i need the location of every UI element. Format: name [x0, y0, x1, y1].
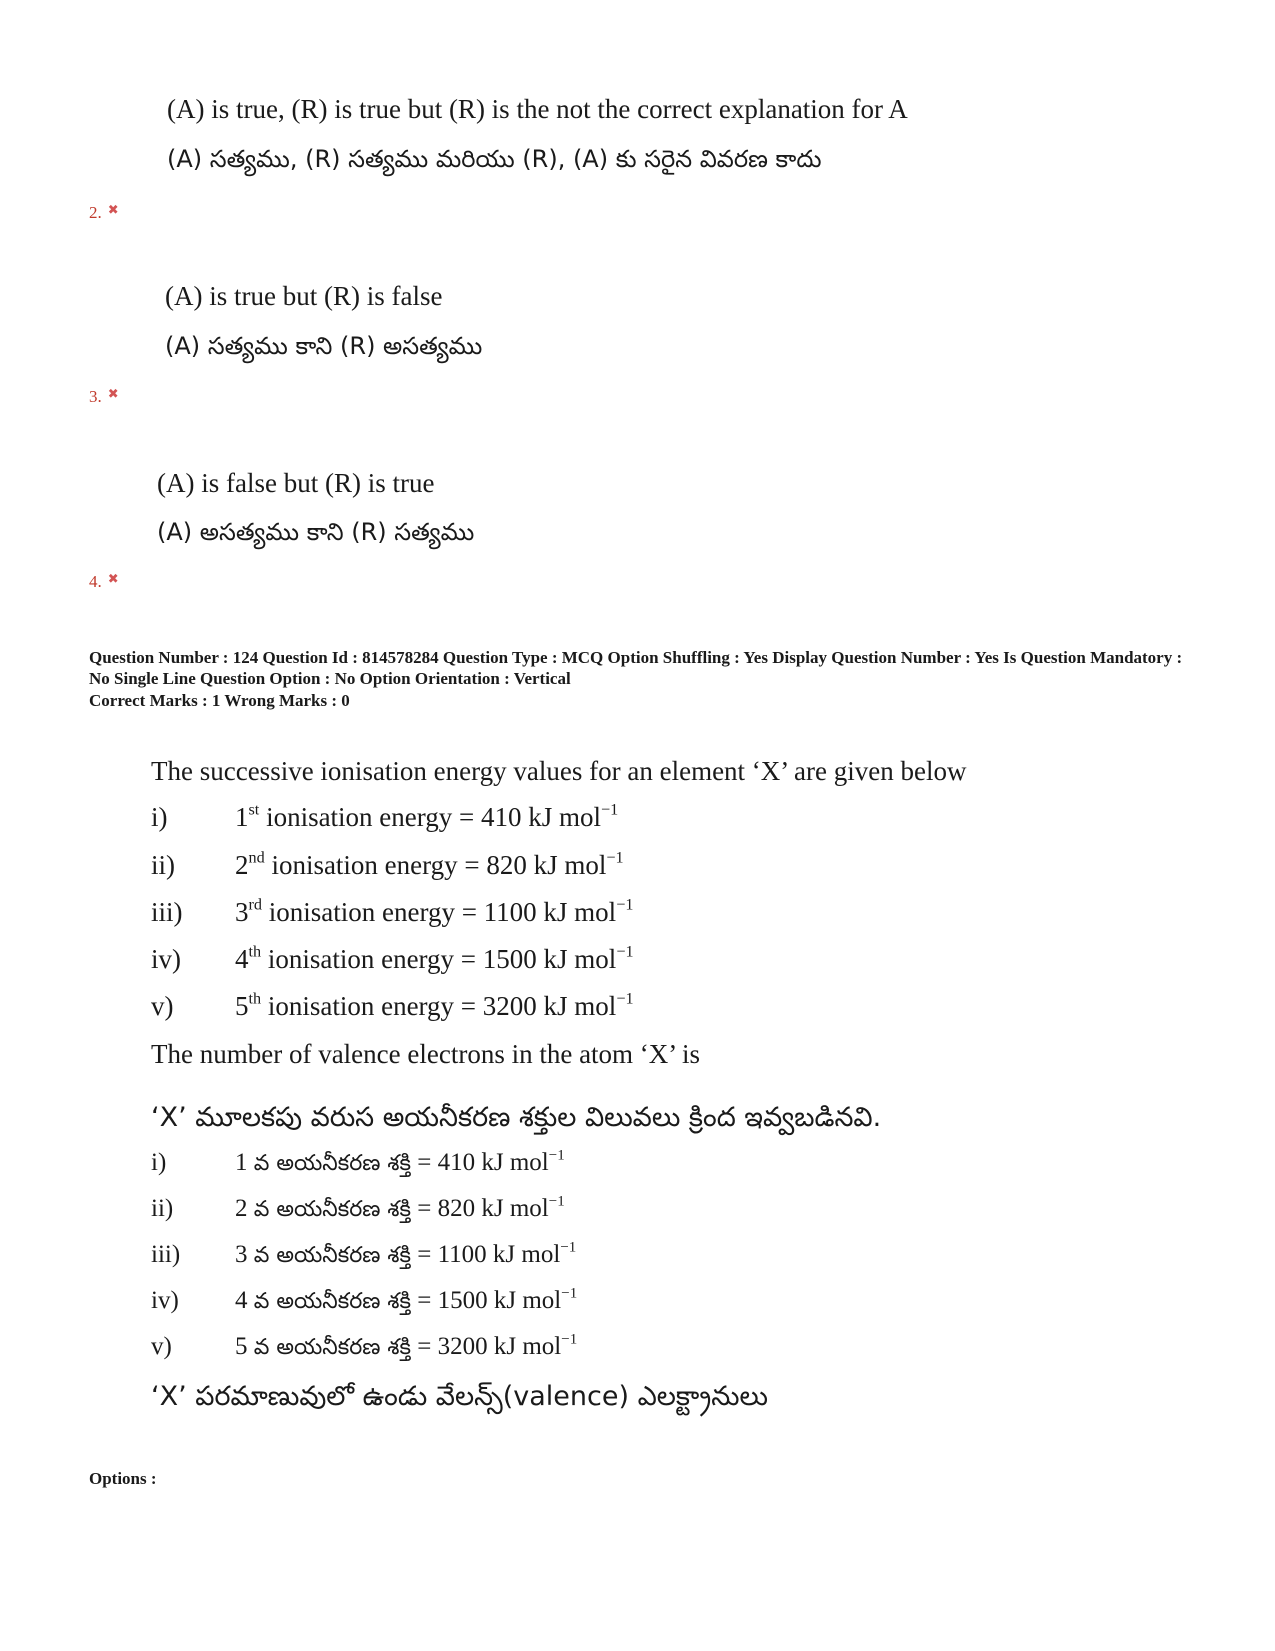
option-number-label: 4. — [89, 572, 102, 591]
option-2-number — [89, 203, 119, 223]
option-2-telugu: (A) సత్యము కాని (R) అసత్యము — [165, 332, 483, 360]
row-value: 3rd ionisation energy = 1100 kJ mol$^{-1}$ — [235, 895, 634, 927]
question-intro-english: The successive ionisation energy values for an element ‘X’ are given below — [151, 756, 967, 786]
option-3-telugu: (A) అసత్యము కాని (R) సత్యము — [157, 518, 475, 546]
row-value: 1st ionisation energy = 410 kJ mol$^{-1}$ — [235, 800, 619, 832]
option-2-english: (A) is true but (R) is false — [165, 281, 443, 311]
row-number: iv) — [151, 944, 181, 974]
option-number-label: 2. — [89, 203, 102, 222]
row-number: i) — [151, 1149, 167, 1176]
row-value: 5th ionisation energy = 3200 kJ mol$^{-1}$ — [235, 989, 634, 1021]
question-marks-info: Correct Marks : 1 Wrong Marks : 0 — [89, 691, 350, 710]
question-ask-telugu: ‘X’ పరమాణువులో ఉండు వేలన్స్(valence) ఎలక్ట్రానులు — [151, 1381, 768, 1412]
cross-mark-icon: ✖ — [107, 387, 119, 402]
option-3-number — [89, 387, 119, 407]
ionisation-row-telugu — [151, 1284, 851, 1318]
row-value: 5 వ అయనీకరణ శక్తి = 3200 kJ mol$^{-1}$ — [235, 1331, 578, 1360]
question-meta-info: Question Number : 124 Question Id : 814578284 Question Type : MCQ Option Shuffling : Yes Display Question Number : Yes Is Question Mandatory : No Single Line Question Option : No Option Orientation : Vertical — [89, 648, 1183, 688]
row-value: 3 వ అయనీకరణ శక్తి = 1100 kJ mol$^{-1}$ — [235, 1239, 577, 1268]
ionisation-row-english — [151, 848, 851, 882]
ionisation-row-english — [151, 942, 851, 976]
cross-mark-icon: ✖ — [107, 572, 119, 587]
row-number: iii) — [151, 897, 183, 927]
row-number: ii) — [151, 1195, 174, 1222]
ionisation-row-telugu — [151, 1330, 851, 1364]
option-1-telugu: (A) సత్యము, (R) సత్యము మరియు (R), (A) కు సరైన వివరణ కాదు — [167, 145, 822, 173]
row-value: 1 వ అయనీకరణ శక్తి = 410 kJ mol$^{-1}$ — [235, 1147, 565, 1176]
row-number: iii) — [151, 1241, 181, 1268]
cross-mark-icon: ✖ — [107, 203, 119, 218]
ionisation-row-telugu — [151, 1146, 851, 1180]
row-value: 2nd ionisation energy = 820 kJ mol$^{-1}$ — [235, 848, 624, 880]
options-label: Options : — [89, 1469, 157, 1488]
row-value: 4th ionisation energy = 1500 kJ mol$^{-1}$ — [235, 942, 634, 974]
option-1-english: (A) is true, (R) is true but (R) is the not the correct explanation for A — [167, 94, 908, 124]
option-3-english: (A) is false but (R) is true — [157, 468, 435, 498]
row-number: iv) — [151, 1287, 179, 1314]
row-value: 4 వ అయనీకరణ శక్తి = 1500 kJ mol$^{-1}$ — [235, 1285, 578, 1314]
row-number: v) — [151, 991, 174, 1021]
ionisation-row-english — [151, 800, 851, 834]
row-value: 2 వ అయనీకరణ శక్తి = 820 kJ mol$^{-1}$ — [235, 1193, 565, 1222]
question-ask-english: The number of valence electrons in the atom ‘X’ is — [151, 1039, 701, 1069]
ionisation-row-english — [151, 989, 851, 1023]
row-number: v) — [151, 1333, 172, 1360]
option-number-label: 3. — [89, 387, 102, 406]
row-number: i) — [151, 802, 168, 832]
row-number: ii) — [151, 850, 175, 880]
ionisation-row-telugu — [151, 1238, 851, 1272]
ionisation-row-telugu — [151, 1192, 851, 1226]
question-intro-telugu: ‘X’ మూలకపు వరుస అయనీకరణ శక్తుల విలువలు క్రింద ఇవ్వబడినవి. — [151, 1102, 882, 1133]
ionisation-row-english — [151, 895, 851, 929]
option-4-number — [89, 572, 119, 592]
